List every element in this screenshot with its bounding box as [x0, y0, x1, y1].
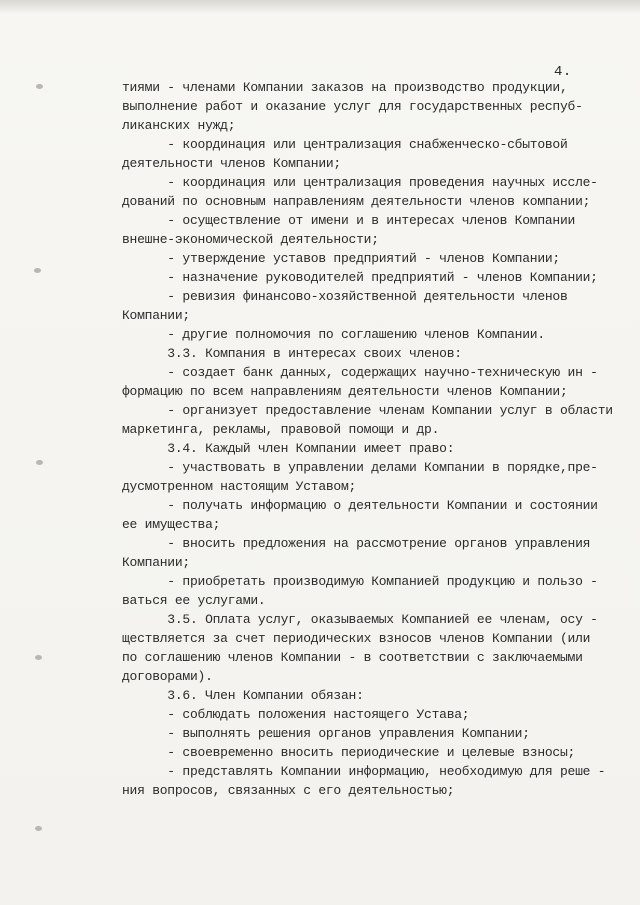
- text-line: ликанских нужд;: [122, 118, 236, 133]
- text-line: - выполнять решения органов управления Компании;: [122, 726, 530, 741]
- text-line: - координация или централизация снабженческо-сбытовой: [122, 137, 568, 152]
- text-line: маркетинга, рекламы, правовой помощи и др.: [122, 422, 440, 437]
- text-line: - получать информацию о деятельности Компании и состоянии: [122, 498, 598, 513]
- text-line: ваться ее услугами.: [122, 593, 266, 608]
- text-line: - представлять Компании информацию, необходимую для реше -: [122, 764, 606, 779]
- punch-hole-mark: [35, 826, 42, 831]
- text-line: - координация или централизация проведения научных иссле-: [122, 175, 598, 190]
- punch-hole-mark: [35, 655, 42, 660]
- text-line: Компании;: [122, 555, 190, 570]
- body-text: [122, 78, 622, 800]
- text-line: - ревизия финансово-хозяйственной деятельности членов: [122, 289, 568, 304]
- text-line: ществляется за счет периодических взносов членов Компании (или: [122, 631, 591, 646]
- text-line: - утверждение уставов предприятий - членов Компании;: [122, 251, 560, 266]
- text-line: выполнение работ и оказание услуг для государственных респуб-: [122, 99, 583, 114]
- scan-shadow: [0, 0, 640, 14]
- text-line: формацию по всем направлениям деятельности членов Компании;: [122, 384, 568, 399]
- text-line: 3.5. Оплата услуг, оказываемых Компанией ее членам, осу -: [122, 612, 598, 627]
- punch-hole-mark: [36, 460, 43, 465]
- text-line: договорами).: [122, 669, 213, 684]
- text-line: - своевременно вносить периодические и целевые взносы;: [122, 745, 576, 760]
- text-line: - осуществление от имени и в интересах членов Компании: [122, 213, 576, 228]
- text-line: 3.4. Каждый член Компании имеет право:: [122, 441, 455, 456]
- text-line: 3.3. Компания в интересах своих членов:: [122, 346, 462, 361]
- page-number: 4.: [554, 64, 572, 80]
- text-line: тиями - членами Компании заказов на производство продукции,: [122, 80, 568, 95]
- text-line: внешне-экономической деятельности;: [122, 232, 379, 247]
- text-line: - приобретать производимую Компанией продукцию и пользо -: [122, 574, 598, 589]
- text-line: ее имущества;: [122, 517, 221, 532]
- punch-hole-mark: [36, 84, 43, 89]
- text-line: - участвовать в управлении делами Компании в порядке,пре-: [122, 460, 598, 475]
- text-line: - организует предоставление членам Компании услуг в области: [122, 403, 613, 418]
- text-line: - назначение руководителей предприятий - членов Компании;: [122, 270, 598, 285]
- text-line: - вносить предложения на рассмотрение органов управления: [122, 536, 591, 551]
- text-line: Компании;: [122, 308, 190, 323]
- text-line: - создает банк данных, содержащих научно-техническую ин -: [122, 365, 598, 380]
- punch-hole-mark: [34, 268, 41, 273]
- text-line: дований по основным направлениям деятельности членов компании;: [122, 194, 591, 209]
- text-line: деятельности членов Компании;: [122, 156, 341, 171]
- text-line: - другие полномочия по соглашению членов Компании.: [122, 327, 545, 342]
- text-line: дусмотренном настоящим Уставом;: [122, 479, 357, 494]
- text-line: - соблюдать положения настоящего Устава;: [122, 707, 470, 722]
- text-line: по соглашению членов Компании - в соответствии с заключаемыми: [122, 650, 583, 665]
- text-line: ния вопросов, связанных с его деятельностью;: [122, 783, 455, 798]
- text-line: 3.6. Член Компании обязан:: [122, 688, 364, 703]
